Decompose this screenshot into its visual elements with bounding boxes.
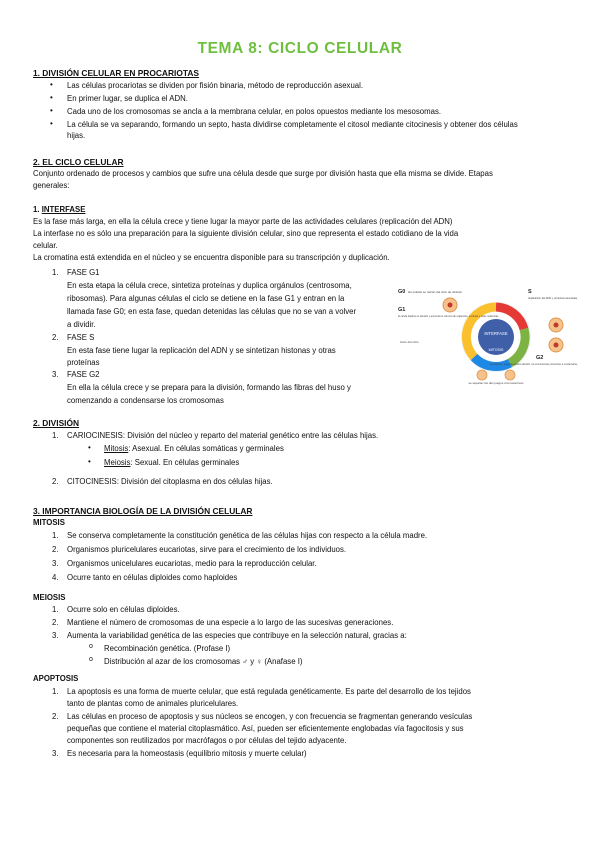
meiosis-text: : Sexual. En células germinales <box>130 458 240 467</box>
text-line: tanto de plantas como de animales pluricelulares. <box>67 699 239 708</box>
phase-number: 3. <box>52 370 59 379</box>
bottom-text: se separan los dos juegos cromosómicos <box>468 381 524 385</box>
item-number: 1. <box>52 531 59 540</box>
cariocinesis-text: : División del núcleo y reparto del material genético entre las células hijas. <box>122 431 379 440</box>
s-label: S <box>528 289 532 295</box>
interfase-number: 1. <box>33 205 40 214</box>
text-line: Distribución al azar de los cromosomas ♂ y ♀ (Anafase I) <box>104 657 303 666</box>
item-number: 2. <box>52 477 59 486</box>
text-line: proteínas <box>67 358 100 367</box>
text-line: a dividir. <box>67 320 96 329</box>
bullet-icon: • <box>50 106 53 115</box>
mitosis-label: Mitosis <box>104 444 129 453</box>
bullet-icon: • <box>88 443 91 452</box>
text-line: Cada uno de los cromosomas se ancla a la membrana celular, en polos opuestos mediante los mesosomas. <box>67 107 442 116</box>
meiosis-line <box>104 458 239 468</box>
text-line: Conjunto ordenado de procesos y cambios que sufre una célula desde que surge por división hasta que ella misma se divide. Etapas <box>33 169 493 178</box>
text-line: Aumenta la variabilidad genética de las especies que contribuye en la selección natural, gracias a: <box>67 631 407 640</box>
item-number: 3. <box>52 749 59 758</box>
text-line: Organismos pluricelulares eucariotas, sirve para el crecimiento de los individuos. <box>67 545 347 554</box>
cell-division-icon <box>477 370 487 380</box>
cariocinesis-line <box>67 431 378 441</box>
text-line: Las células en proceso de apoptosis y sus núcleos se encogen, y con frecuencia se fragmentan generando vesículas <box>67 712 473 721</box>
s-text: duplicación del ADN y proteínas asociadas <box>528 297 578 300</box>
item-number: 1. <box>52 687 59 696</box>
text-line: Ocurre solo en células diploides. <box>67 605 180 614</box>
circle-bullet-icon: o <box>89 643 93 650</box>
section-heading-importancia: 3. IMPORTANCIA BIOLOGÍA DE LA DIVISIÓN CELULAR <box>33 506 253 516</box>
phase-title-g2: FASE G2 <box>67 370 100 379</box>
cell-division-icon <box>505 370 515 380</box>
inicio-text: inicio del ciclo <box>400 340 419 344</box>
item-number: 1. <box>52 431 59 440</box>
text-line: En primer lugar, se duplica el ADN. <box>67 94 188 103</box>
item-number: 4. <box>52 573 59 582</box>
g2-label: G2 <box>536 355 544 361</box>
bullet-icon: • <box>50 80 53 89</box>
apoptosis-heading: APOPTOSIS <box>33 674 79 683</box>
text-line: Se conserva completamente la constitución genética de las células hijas con respecto a la célula madre. <box>67 531 428 540</box>
bullet-icon: • <box>50 119 53 128</box>
section-heading-procariotas: 1. DIVISIÓN CELULAR EN PROCARIOTAS <box>33 68 199 78</box>
text-line: En ella la célula crece y se prepara para la división, formando las fibras del huso y <box>67 383 351 392</box>
text-line: Es necesaria para la homeostasis (equilibrio mitosis y muerte celular) <box>67 749 307 758</box>
bullet-icon: • <box>50 93 53 102</box>
phase-title-s: FASE S <box>67 333 95 342</box>
item-number: 1. <box>52 605 59 614</box>
interfase-title: INTERFASE <box>41 205 86 214</box>
cariocinesis-label: CARIOCINESIS <box>67 431 123 440</box>
text-line: La cromatina está extendida en el núcleo y se encuentra disponible para su transcripción y duplicación. <box>33 253 390 262</box>
mitosis-line <box>104 444 284 454</box>
text-line: Organismos unicelulares eucariotas, medio para la reproducción celular. <box>67 559 317 568</box>
text-line: La apoptosis es una forma de muerte celular, que está regulada genéticamente. Es parte del desarrollo de los tejidos <box>67 687 471 696</box>
circle-bullet-icon: o <box>89 656 93 663</box>
item-number: 2. <box>52 545 59 554</box>
interfase-heading <box>33 205 85 215</box>
mitosis-heading: MITOSIS <box>33 518 65 527</box>
meiosis-label: Meiosis <box>104 458 131 467</box>
text-line: Las células procariotas se dividen por fisión binaria, método de reproducción asexual. <box>67 81 364 90</box>
cell-cycle-diagram <box>398 285 580 385</box>
phase-title-g1: FASE G1 <box>67 268 100 277</box>
meiosis-heading: MEIOSIS <box>33 593 66 602</box>
item-number: 2. <box>52 618 59 627</box>
text-line: En esta fase tiene lugar la replicación del ADN y se sintetizan histonas y otras <box>67 346 336 355</box>
text-line: hijas. <box>67 131 86 140</box>
section-heading-ciclo: 2. EL CICLO CELULAR <box>33 157 124 167</box>
text-line: generales: <box>33 181 70 190</box>
phase-number: 1. <box>52 268 59 277</box>
g2-text: se prepara y preparan para la división, los cromosomas comienzan a condensarse <box>490 363 578 366</box>
text-line: componentes son reutilizados por macrófagos o por células del tejido adyacente. <box>67 736 347 745</box>
g1-label: G1 <box>398 307 406 313</box>
g1-text: la célula duplica su tamaño y aumenta el número de orgánulos, enzimas y otras moléculas <box>398 315 499 318</box>
text-line: comenzando a condensarse los cromosomas <box>67 396 224 405</box>
item-number: 3. <box>52 631 59 640</box>
g0-text: las células se retiran del ciclo de división <box>408 290 463 294</box>
mitosis-text: : Asexual. En células somáticas y germinales <box>128 444 284 453</box>
text-line: celular. <box>33 241 58 250</box>
item-number: 2. <box>52 712 59 721</box>
text-line: En esta etapa la célula crece, sintetiza proteínas y duplica orgánulos (centrosoma, <box>67 281 352 290</box>
interfase-label: INTERFASE <box>484 331 508 336</box>
item-number: 3. <box>52 559 59 568</box>
text-line: Es la fase más larga, en ella la célula crece y tiene lugar la mayor parte de las actividades celulares (replicación del ADN) <box>33 217 453 226</box>
section-heading-division: 2. DIVISIÓN <box>33 418 80 428</box>
text-line: La célula se va separando, formando un septo, hasta dividirse completamente el citosol mediante citocinesis y obtener dos células <box>67 120 518 129</box>
bullet-icon: • <box>88 457 91 466</box>
text-line: ribosomas). Para algunas células el ciclo se detiene en la fase G1 y entran en la <box>67 294 345 303</box>
text-line: La interfase no es sólo una preparación para la siguiente división celular, sino que representa el estado cotidiano de la vida <box>33 229 459 238</box>
citocinesis-line <box>67 477 273 487</box>
page-title: TEMA 8: CICLO CELULAR <box>197 40 403 57</box>
text-line: Mantiene el número de cromosomas de una especie a lo largo de las sucesivas generaciones. <box>67 618 394 627</box>
text-line: pequeñas que contiene el material citoplasmático. Así, pueden ser eficientemente englobadas vía fagocitosis y sus <box>67 724 464 733</box>
citocinesis-text: : División del citoplasma en dos células hijas. <box>116 477 273 486</box>
text-line: llamada fase G0; en esta fase, quedan detenidas las células que no se van a volver <box>67 307 357 316</box>
citocinesis-label: CITOCINESIS <box>67 477 117 486</box>
text-line: Ocurre tanto en células diploides como haploides <box>67 573 238 582</box>
mitosis-label: MITOSIS <box>488 348 504 352</box>
text-line: Recombinación genética. (Profase I) <box>104 644 231 653</box>
phase-number: 2. <box>52 333 59 342</box>
g0-label: G0 <box>398 289 406 295</box>
